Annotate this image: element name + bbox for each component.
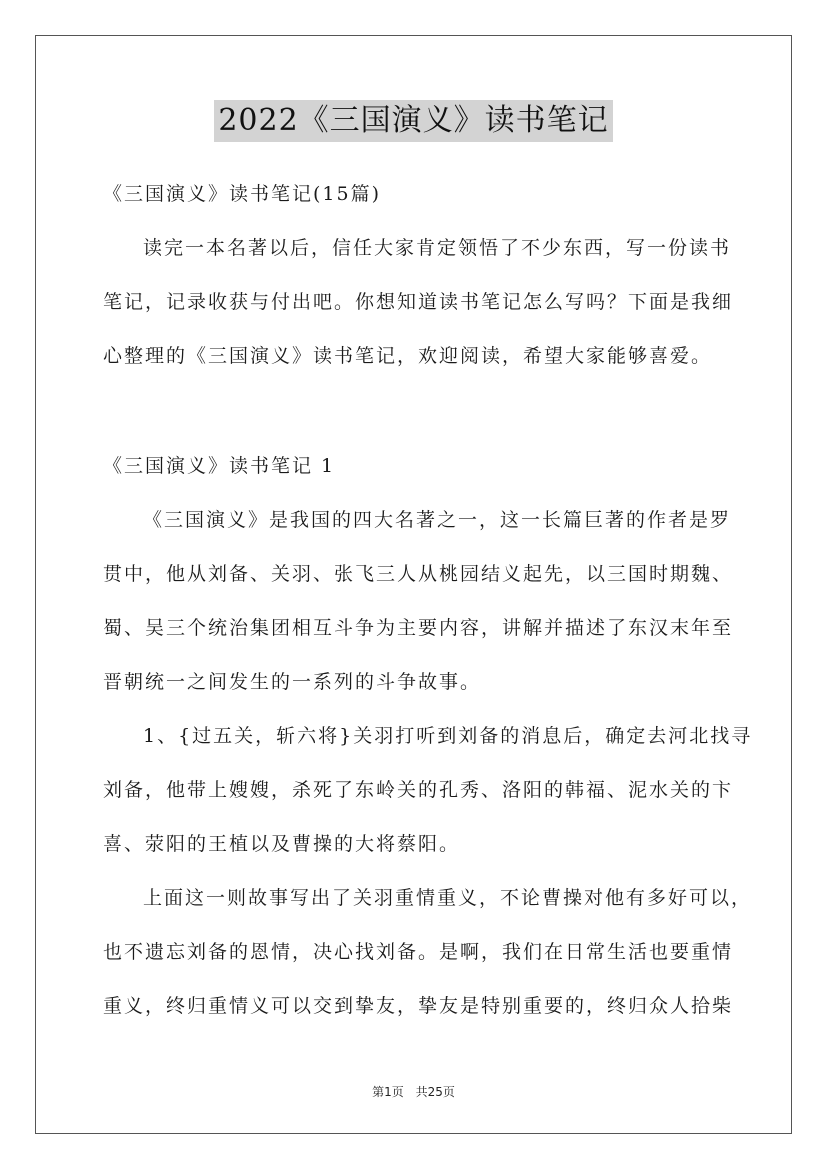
paragraph-line: 贯中，他从刘备、关羽、张飞三人从桃园结义起先，以三国时期魏、: [103, 563, 734, 585]
document-title: 2022《三国演义》读书笔记: [214, 100, 612, 142]
paragraph-line: 晋朝统一之间发生的一系列的斗争故事。: [103, 671, 482, 693]
page-footer: [0, 1083, 827, 1100]
paragraph-line: 喜、荥阳的王植以及曹操的大将蔡阳。: [103, 833, 461, 855]
paragraph-line: 1、{过五关，斩六将}关羽打听到刘备的消息后，确定去河北找寻: [143, 725, 753, 747]
page-number: 第1页: [372, 1085, 404, 1099]
intro-line: 心整理的《三国演义》读书笔记，欢迎阅读，希望大家能够喜爱。: [103, 345, 713, 367]
page-total: 共25页: [415, 1085, 455, 1099]
paragraph-line: 刘备，他带上嫂嫂，杀死了东岭关的孔秀、洛阳的韩福、泥水关的卞: [103, 779, 734, 801]
document-subtitle: 《三国演义》读书笔记(15篇): [103, 183, 382, 205]
title-wrap: [0, 100, 827, 142]
paragraph-line: 重义，终归重情义可以交到挚友，挚友是特别重要的，终归众人拾柴: [103, 995, 734, 1017]
paragraph-line: 《三国演义》是我国的四大名著之一，这一长篇巨著的作者是罗: [143, 509, 732, 531]
intro-line: 读完一本名著以后，信任大家肯定领悟了不少东西，写一份读书: [143, 237, 732, 259]
paragraph-line: 上面这一则故事写出了关羽重情重义，不论曹操对他有多好可以，: [143, 887, 753, 909]
section-heading: 《三国演义》读书笔记 1: [103, 455, 336, 477]
paragraph-line: 也不遗忘刘备的恩情，决心找刘备。是啊，我们在日常生活也要重情: [103, 941, 734, 963]
intro-line: 笔记，记录收获与付出吧。你想知道读书笔记怎么写吗？下面是我细: [103, 291, 734, 313]
paragraph-line: 蜀、吴三个统治集团相互斗争为主要内容，讲解并描述了东汉末年至: [103, 617, 734, 639]
